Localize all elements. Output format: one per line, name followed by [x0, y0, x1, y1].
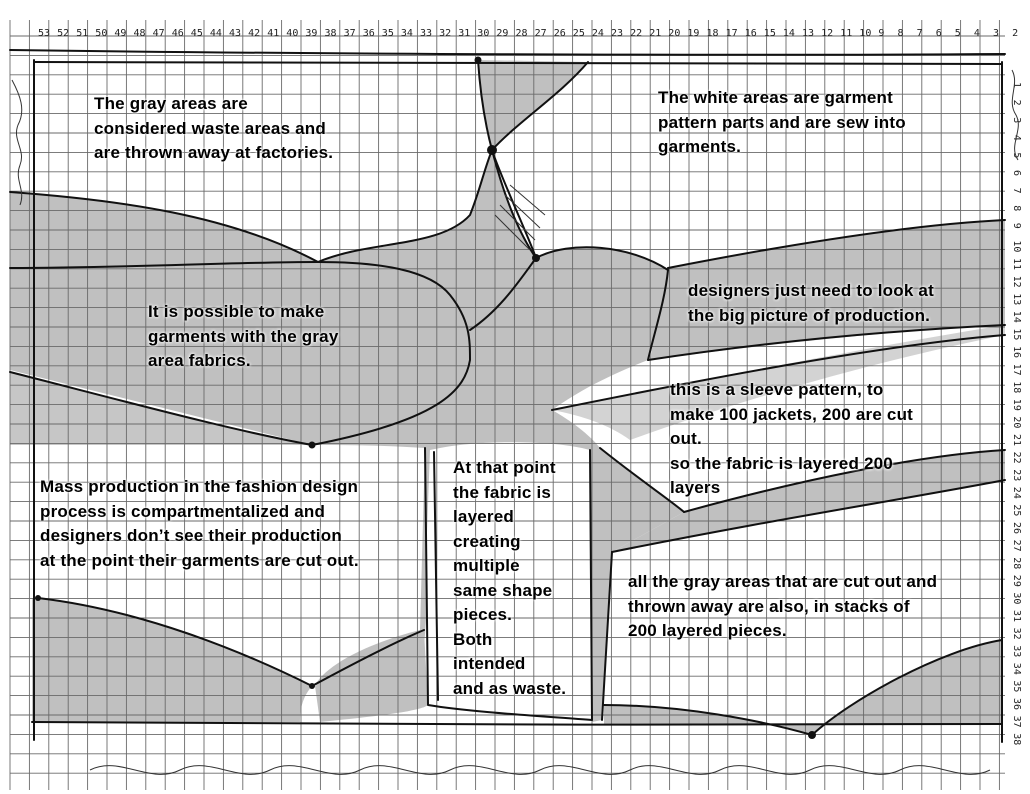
ruler-number: 24 — [591, 28, 604, 39]
ruler-number: 49 — [114, 28, 127, 39]
ruler-number: 25 — [1011, 504, 1022, 517]
ink-dot — [309, 683, 315, 689]
ruler-number: 14 — [782, 28, 795, 39]
ruler-number: 38 — [324, 28, 337, 39]
ruler-number: 1 — [1011, 82, 1022, 89]
ruler-number: 13 — [802, 28, 815, 39]
fabric-border-top — [10, 50, 1005, 55]
ruler-number: 9 — [878, 28, 885, 39]
ruler-number: 19 — [687, 28, 700, 39]
ruler-number: 2 — [1012, 28, 1019, 39]
ruler-number: 5 — [1011, 152, 1022, 159]
ruler-number: 22 — [630, 28, 643, 39]
ruler-number: 7 — [916, 28, 923, 39]
outline-center-rect-left-double — [434, 452, 438, 700]
ruler-number: 39 — [305, 28, 318, 39]
ruler-number: 22 — [1011, 451, 1022, 464]
ruler-number: 11 — [840, 28, 853, 39]
ruler-number: 3 — [1011, 117, 1022, 124]
ruler-number: 4 — [1011, 134, 1022, 141]
ruler-number: 52 — [57, 28, 70, 39]
ink-dot — [475, 57, 482, 64]
ruler-number: 16 — [1011, 346, 1022, 359]
waste-region-top-center — [478, 60, 588, 150]
ruler-number: 26 — [553, 28, 566, 39]
ruler-number: 33 — [420, 28, 433, 39]
ruler-number: 29 — [496, 28, 509, 39]
ruler-number: 17 — [725, 28, 738, 39]
ruler-number: 36 — [362, 28, 375, 39]
ruler-number: 36 — [1011, 698, 1022, 711]
waste-region-bottom-left — [32, 598, 312, 722]
ruler-number: 27 — [1011, 539, 1022, 552]
annotation-possible-gray: It is possible to make garments with the gray area fabrics. — [148, 302, 339, 370]
ink-dot — [309, 442, 316, 449]
ruler-number: 32 — [1011, 627, 1022, 640]
ruler-number: 53 — [38, 28, 51, 39]
ruler-number: 35 — [381, 28, 394, 39]
ink-dot — [532, 254, 540, 262]
ruler-number: 23 — [611, 28, 624, 39]
ruler-number: 6 — [935, 28, 942, 39]
ruler-number: 18 — [706, 28, 719, 39]
ruler-number: 18 — [1011, 381, 1022, 394]
ruler-number: 28 — [515, 28, 528, 39]
ruler-number: 45 — [190, 28, 203, 39]
ink-dot — [808, 731, 816, 739]
ruler-number: 46 — [171, 28, 184, 39]
ruler-number: 35 — [1011, 680, 1022, 693]
ruler-number: 48 — [133, 28, 146, 39]
ruler-number: 34 — [400, 28, 413, 39]
ruler-number: 37 — [1011, 715, 1022, 728]
top-ruler — [38, 28, 1030, 39]
ruler-number: 30 — [1011, 592, 1022, 605]
ruler-number: 7 — [1011, 187, 1022, 194]
annotation-gray-stacks: all the gray areas that are cut out and thrown away are also, in stacks of 200 layered pieces. — [628, 572, 938, 640]
ruler-number: 41 — [267, 28, 280, 39]
ruler-number: 19 — [1011, 398, 1022, 411]
ruler-number: 38 — [1011, 733, 1022, 746]
ruler-number: 50 — [95, 28, 108, 39]
ruler-number: 14 — [1011, 310, 1022, 323]
ruler-number: 20 — [668, 28, 681, 39]
ruler-number: 13 — [1011, 293, 1022, 306]
left-edge-scribble — [12, 80, 22, 205]
ruler-number: 17 — [1011, 363, 1022, 376]
ruler-number: 20 — [1011, 416, 1022, 429]
ruler-number: 34 — [1011, 662, 1022, 675]
ruler-number: 16 — [744, 28, 757, 39]
ruler-number: 24 — [1011, 486, 1022, 499]
ink-dot — [487, 145, 497, 155]
annotation-mass-production: Mass production in the fashion design process is compartmentalized and designers don’t see their production at the point their garments are cut out. — [40, 477, 359, 570]
ruler-number: 30 — [477, 28, 490, 39]
ruler-number: 10 — [859, 28, 872, 39]
ruler-number: 2 — [1011, 99, 1022, 106]
annotation-waste-areas: The gray areas are considered waste areas and are thrown away at factories. — [94, 94, 334, 162]
ruler-number: 44 — [209, 28, 222, 39]
right-ruler — [1011, 82, 1022, 745]
ruler-number: 3 — [993, 28, 1000, 39]
ruler-number: 47 — [152, 28, 165, 39]
ruler-number: 10 — [1011, 240, 1022, 253]
ruler-number: 21 — [649, 28, 662, 39]
ruler-number: 33 — [1011, 645, 1022, 658]
ruler-number: 4 — [973, 28, 980, 39]
ruler-number: 40 — [286, 28, 299, 39]
ruler-number: 11 — [1011, 258, 1022, 271]
ink-dot — [35, 595, 41, 601]
annotation-sleeve-pattern: this is a sleeve pattern, to make 100 jackets, 200 are cut out. so the fabric is layered 200 layers — [670, 380, 914, 497]
fabric-border-top-inner — [34, 62, 1002, 64]
ruler-number: 15 — [1011, 328, 1022, 341]
ruler-number: 26 — [1011, 522, 1022, 535]
ruler-number: 21 — [1011, 434, 1022, 447]
ruler-number: 31 — [1011, 610, 1022, 623]
ruler-number: 6 — [1011, 170, 1022, 177]
annotation-pattern-parts: The white areas are garment pattern parts and are sew into garments. — [658, 88, 906, 156]
ruler-number: 12 — [821, 28, 834, 39]
ruler-number: 42 — [248, 28, 261, 39]
ruler-number: 43 — [229, 28, 242, 39]
ruler-number: 27 — [534, 28, 547, 39]
ruler-number: 8 — [1011, 205, 1022, 212]
ruler-number: 51 — [76, 28, 89, 39]
ruler-number: 31 — [458, 28, 471, 39]
annotation-layered-point: At that point the fabric is layered creating multiple same shape pieces. Both intended and as waste. — [453, 458, 567, 698]
ruler-number: 32 — [439, 28, 452, 39]
ruler-number: 9 — [1011, 222, 1022, 229]
ruler-number: 15 — [763, 28, 776, 39]
waste-region-bottom-right — [604, 640, 1002, 735]
ruler-number: 12 — [1011, 275, 1022, 288]
ruler-number: 37 — [343, 28, 356, 39]
ruler-number: 8 — [897, 28, 904, 39]
ruler-number: 25 — [572, 28, 585, 39]
ruler-number: 23 — [1011, 469, 1022, 482]
ruler-number: 28 — [1011, 557, 1022, 570]
ruler-number: 5 — [954, 28, 961, 39]
ruler-number: 29 — [1011, 574, 1022, 587]
annotation-big-picture: designers just need to look at the big picture of production. — [688, 281, 934, 325]
